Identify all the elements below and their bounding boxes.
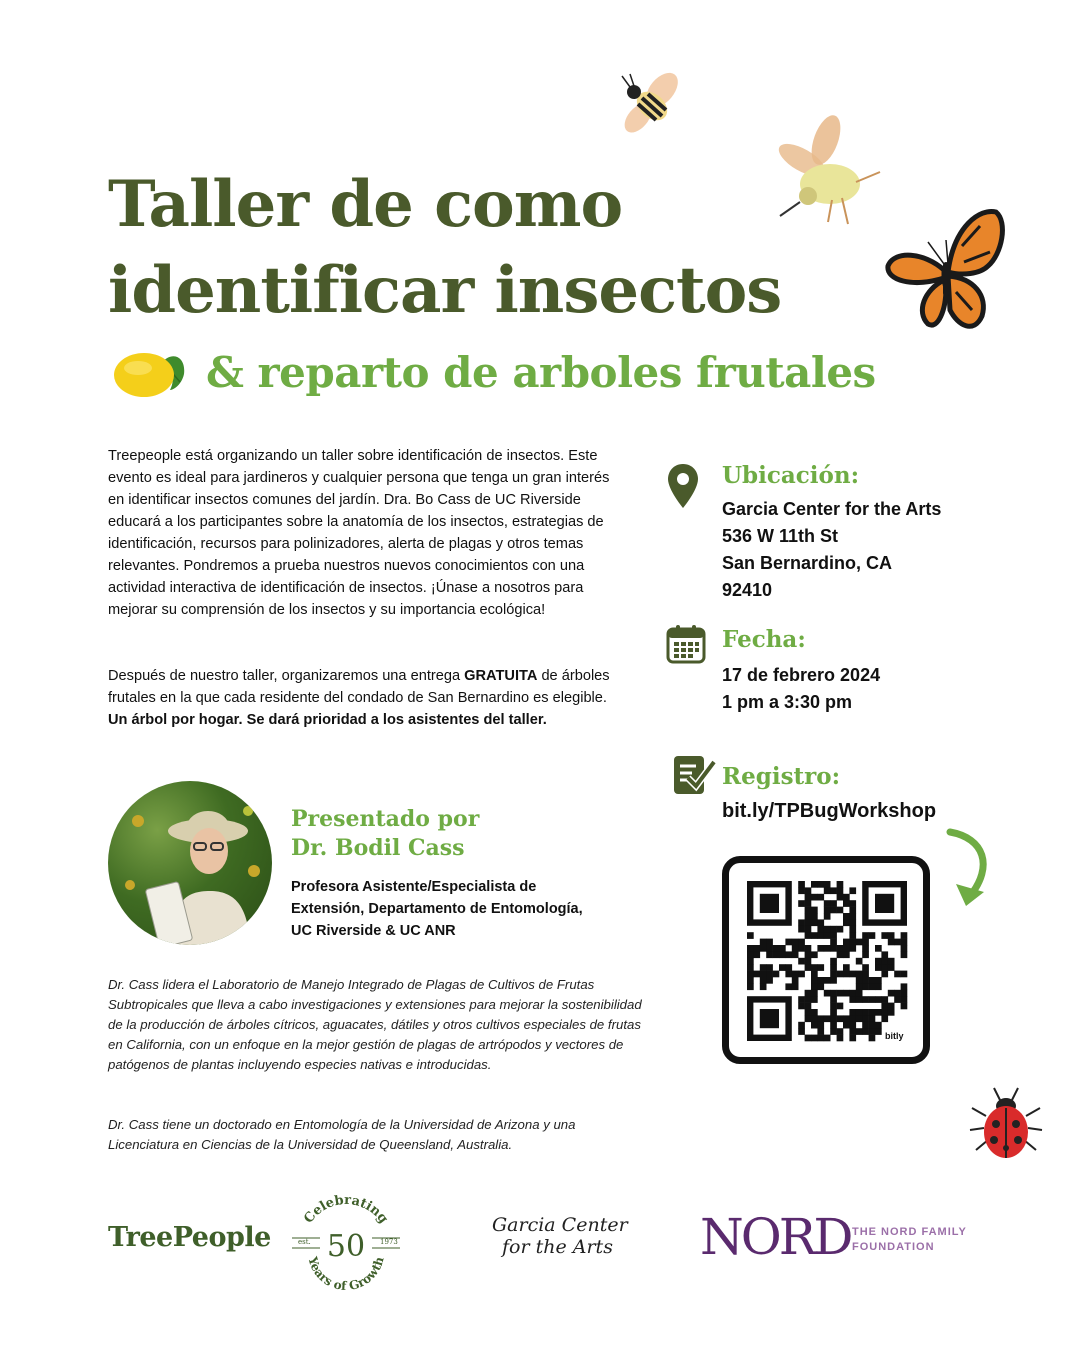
presenter-name: Dr. Bodil Cass xyxy=(291,835,465,861)
description-paragraph: Treepeople está organizando un taller sobre identificación de insectos. Este evento es ideal para jardineros y cualquier persona que tenga un gran interés en identificar insectos comunes del jardín. Dra. Bo Cass de UC Riverside educará a los participantes sobre la anatomía de los insectos, estrategias de identificación, recursos para polinizadores, alerta de plagas y otros temas relevantes. Pondremos a prueba nuestros nuevos conocimientos con una actividad interactiva de identificación de insectos. ¡Únase a nosotros para mejorar su comprensión de los insectos y su importancia ecológica! xyxy=(108,448,610,618)
garcia-logo-line-1: Garcia Center xyxy=(492,1214,628,1236)
location-venue: Garcia Center for the Arts xyxy=(722,499,942,519)
fifty-number: 50 xyxy=(326,1229,366,1264)
giveaway-text-1: Después de nuestro taller, organizaremos una entrega xyxy=(108,668,465,684)
subtitle: & reparto de arboles frutales xyxy=(206,348,876,397)
registration-link[interactable]: bit.ly/TPBugWorkshop xyxy=(722,800,937,822)
fifty-bottom-text: Years of Growth xyxy=(305,1255,387,1294)
giveaway-free: GRATUITA xyxy=(464,668,538,684)
presenter-photo xyxy=(108,781,272,945)
fifty-years-logo xyxy=(284,1194,408,1294)
title-line-1: Taller de como xyxy=(108,167,623,242)
nord-foundation-text xyxy=(852,1225,967,1255)
presenter-role: Profesora Asistente/Especialista de Extensión, Departamento de Entomología, UC Riverside & UC ANR xyxy=(291,879,583,939)
calendar-icon xyxy=(665,623,707,665)
svg-text:Celebrating xyxy=(301,1194,390,1226)
nord-sub-line-2: FOUNDATION xyxy=(852,1241,935,1253)
bio-paragraph-1: Dr. Cass lidera el Laboratorio de Manejo Integrado de Plagas de Cultivos de Frutas Subtropicales que lleva a cabo investigaciones y extensiones para mejorar la sostenibilidad de la producción de árboles cítricos, aguacates, dátiles y otros cultivos especiales de frutas en California, con un enfoque en la mejor gestión de plagas de artrópodos y vectores de patógenos de plantas incluyendo especies nativas e introducidas. xyxy=(108,977,642,1072)
giveaway-text-2: de árboles frutales en la que cada residente del condado de San Bernardino es elegible. xyxy=(108,668,610,706)
bee-icon xyxy=(612,68,690,146)
nord-logo: NORD xyxy=(700,1208,851,1266)
date-heading: Fecha: xyxy=(722,626,806,653)
registration-heading: Registro: xyxy=(722,763,841,790)
presenter-heading-line-1: Presentado por xyxy=(291,806,480,832)
fly-icon xyxy=(772,112,888,232)
location-zip: 92410 xyxy=(722,580,773,600)
fifty-est: est. xyxy=(298,1238,311,1246)
location-heading: Ubicación: xyxy=(722,462,860,489)
garcia-logo-line-2: for the Arts xyxy=(502,1236,613,1258)
qr-code-icon xyxy=(729,863,923,1057)
fifty-year: 1973 xyxy=(380,1238,398,1246)
fifty-top-text: Celebrating xyxy=(301,1194,391,1227)
curved-arrow-icon xyxy=(944,826,996,912)
location-street: 536 W 11th St xyxy=(722,526,839,546)
lemon-icon xyxy=(112,344,190,402)
event-time: 1 pm a 3:30 pm xyxy=(722,692,853,712)
event-date: 17 de febrero 2024 xyxy=(722,665,881,685)
location-city: San Bernardino, CA xyxy=(722,553,893,573)
garcia-center-logo xyxy=(492,1214,628,1258)
registration-qr-code[interactable] xyxy=(722,856,930,1064)
ladybug-icon xyxy=(966,1086,1046,1166)
checklist-icon xyxy=(672,752,718,796)
location-pin-icon xyxy=(666,462,700,510)
date-details xyxy=(722,662,880,716)
title-line-2: identificar insectos xyxy=(108,253,782,328)
nord-sub-line-1: THE NORD FAMILY xyxy=(852,1226,967,1238)
qr-brand-label: bitly xyxy=(885,1031,904,1041)
giveaway-paragraph xyxy=(108,665,628,731)
giveaway-bold-tail: Un árbol por hogar. Se dará prioridad a los asistentes del taller. xyxy=(108,712,547,728)
location-address xyxy=(722,496,941,604)
treepeople-logo: TreePeople xyxy=(108,1222,271,1253)
presenter-heading xyxy=(291,805,479,863)
bio-paragraph-2: Dr. Cass tiene un doctorado en Entomología de la Universidad de Arizona y una Licenciatura en Ciencias de la Universidad de Queensland, Australia. xyxy=(108,1117,576,1152)
butterfly-icon xyxy=(884,206,1012,340)
